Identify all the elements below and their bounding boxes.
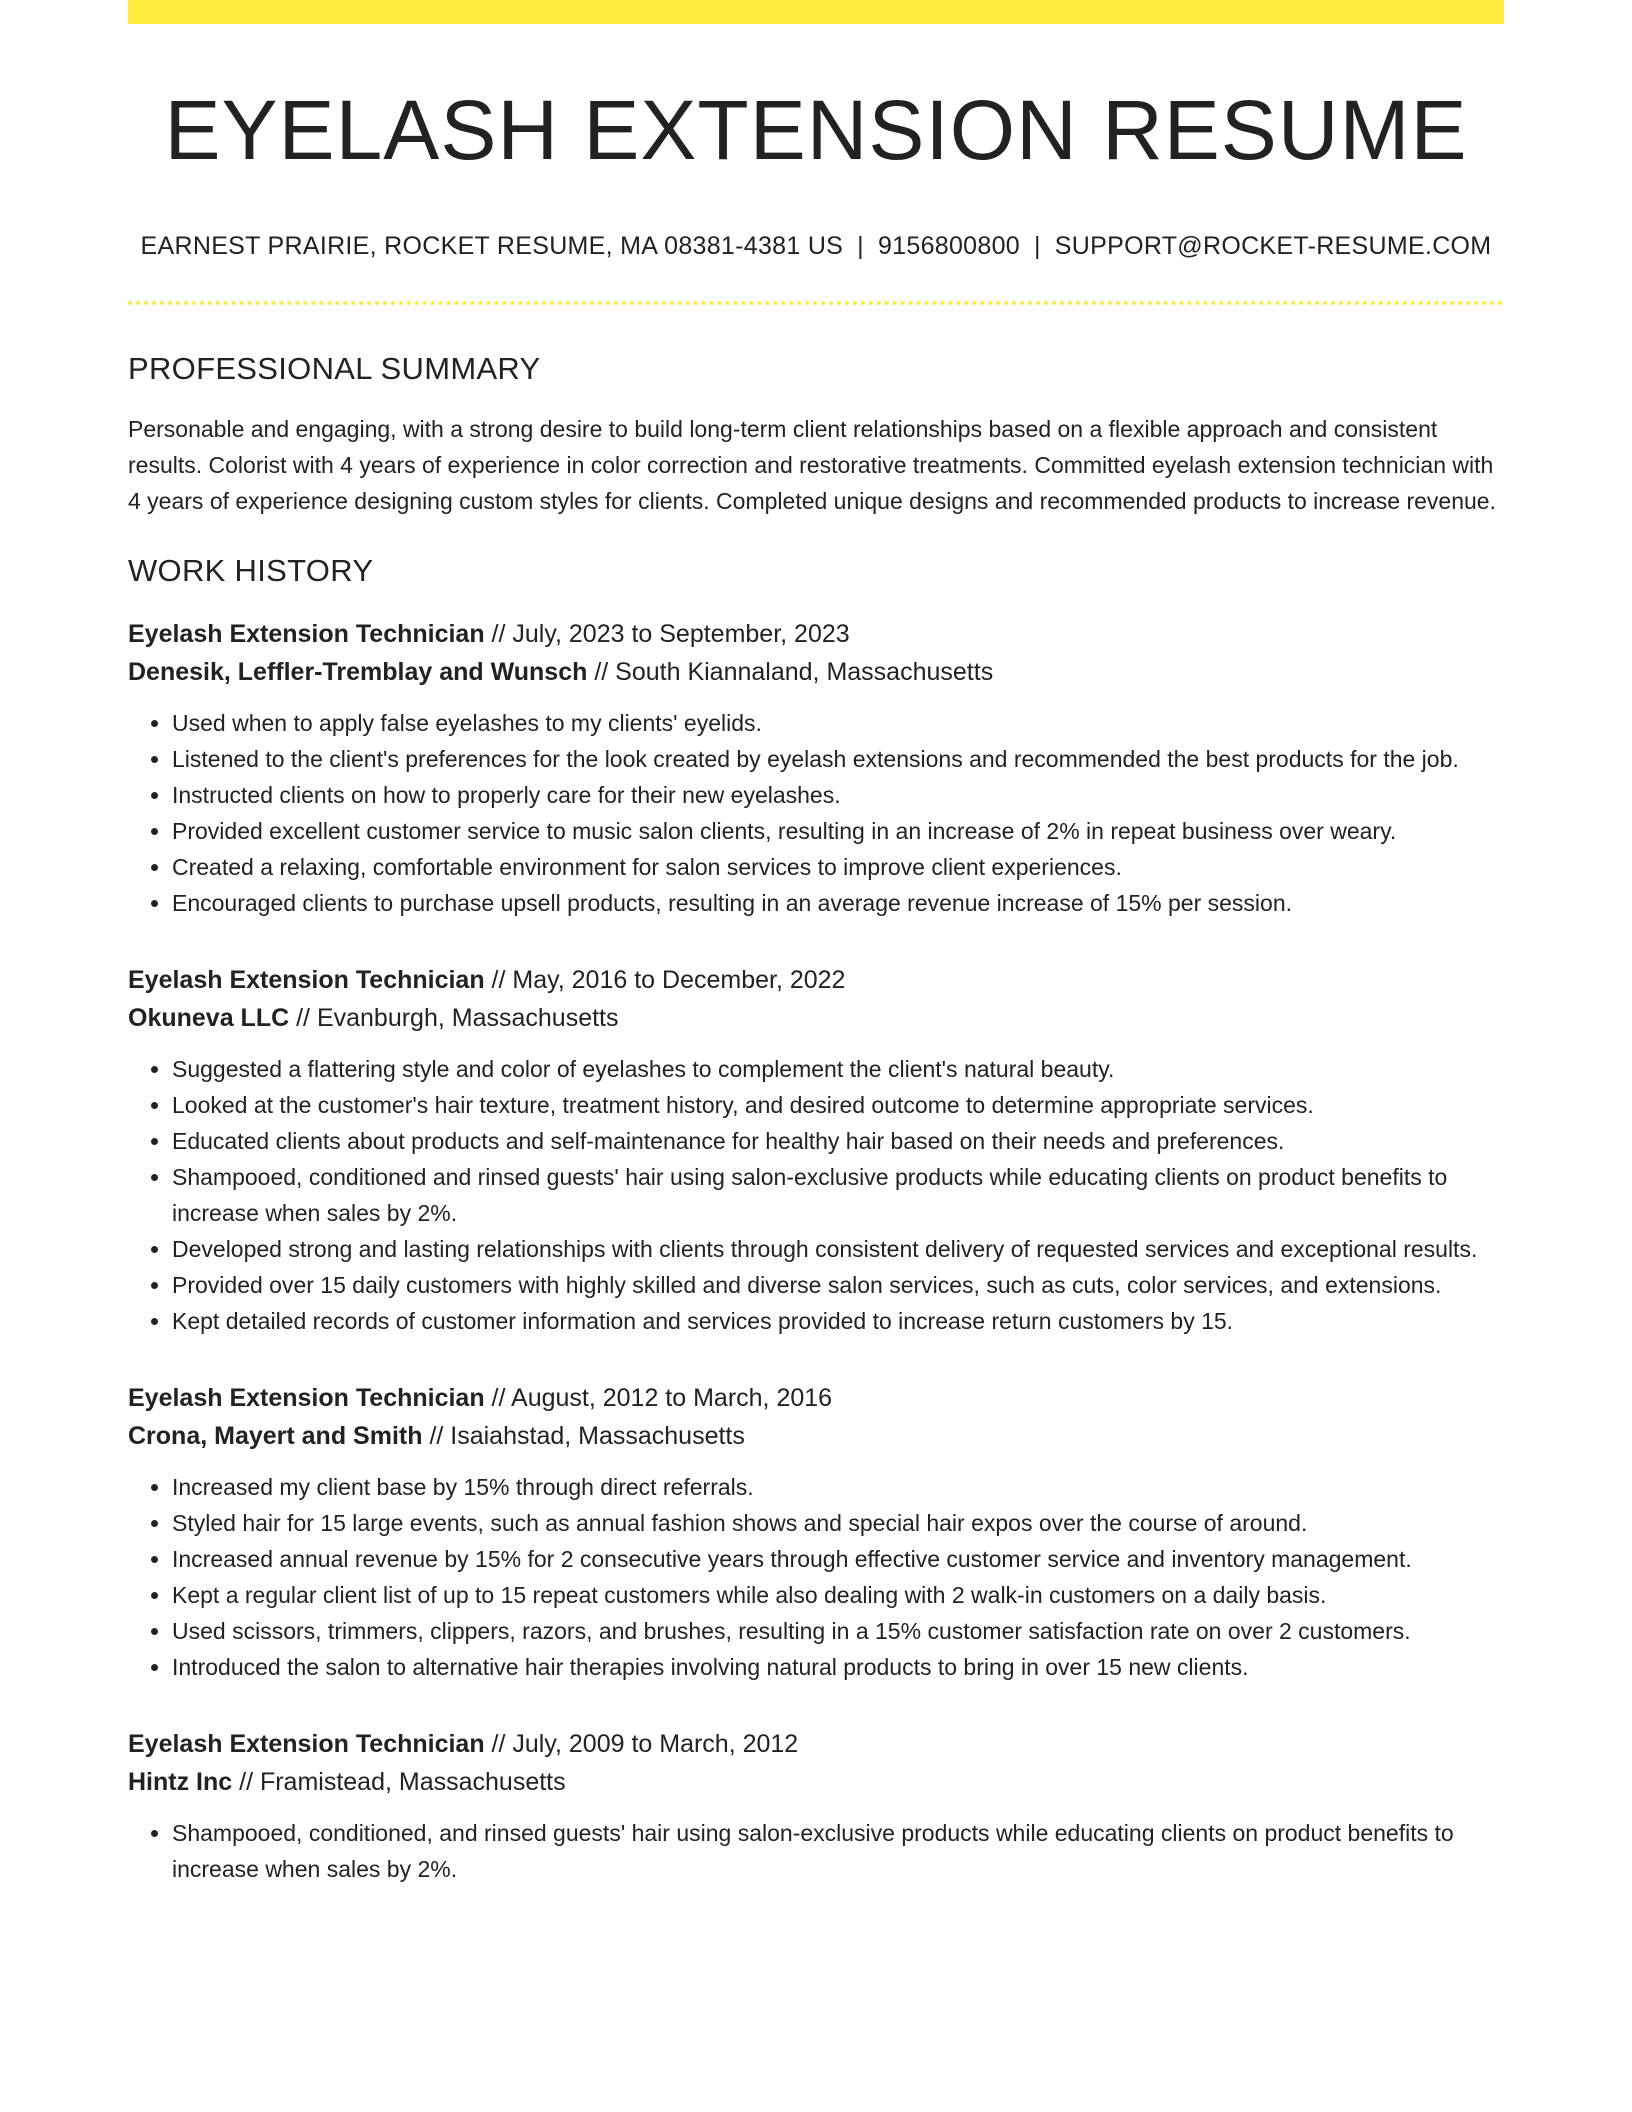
resume-page <box>128 0 1504 1887</box>
dotted-divider <box>128 301 1504 305</box>
job-bullet: • Listened to the client's preferences for the look created by eyelash extensions and recommended the best products for the job. <box>172 741 1504 777</box>
job-bullet: • Shampooed, conditioned, and rinsed guests' hair using salon-exclusive products while educating clients on product benefits to increase when sales by 2%. <box>172 1815 1504 1887</box>
job-role: Eyelash Extension Technician <box>128 620 485 649</box>
job-title-line <box>128 961 1504 999</box>
job-role: Eyelash Extension Technician <box>128 1730 485 1759</box>
job-entry <box>128 615 1504 921</box>
job-bullet: • Shampooed, conditioned and rinsed guests' hair using salon-exclusive products while educating clients on product benefits to increase when sales by 2%. <box>172 1159 1504 1231</box>
job-company-line <box>128 1763 1504 1801</box>
job-entry <box>128 961 1504 1339</box>
work-history-list <box>128 615 1504 1887</box>
document-title: EYELASH EXTENSION RESUME <box>164 83 1468 177</box>
job-bullet: • Styled hair for 15 large events, such as annual fashion shows and special hair expos over the course of around. <box>172 1505 1504 1541</box>
contact-separator: | <box>857 232 864 261</box>
job-dates: // July, 2023 to September, 2023 <box>484 620 850 649</box>
work-history-heading: WORK HISTORY <box>128 553 374 589</box>
job-company-line <box>128 1417 1504 1455</box>
job-title-line <box>128 1379 1504 1417</box>
job-bullet: • Used scissors, trimmers, clippers, razors, and brushes, resulting in a 15% customer satisfaction rate on over 2 customers. <box>172 1613 1504 1649</box>
job-role: Eyelash Extension Technician <box>128 966 485 995</box>
job-role: Eyelash Extension Technician <box>128 1384 485 1413</box>
job-title-line <box>128 1725 1504 1763</box>
contact-separator: | <box>1034 232 1041 261</box>
summary-heading: PROFESSIONAL SUMMARY <box>128 351 541 387</box>
job-bullet: • Provided excellent customer service to music salon clients, resulting in an increase of 2% in repeat business over weary. <box>172 813 1504 849</box>
contact-address: EARNEST PRAIRIE, ROCKET RESUME, MA 08381-4381 US <box>140 232 844 261</box>
job-dates: // July, 2009 to March, 2012 <box>484 1730 799 1759</box>
job-bullet-list <box>128 1469 1504 1685</box>
job-company-line <box>128 653 1504 691</box>
job-bullet: • Provided over 15 daily customers with highly skilled and diverse salon services, such as cuts, color services, and extensions. <box>172 1267 1504 1303</box>
job-location: // Isaiahstad, Massachusetts <box>422 1422 745 1451</box>
job-bullet: • Educated clients about products and self-maintenance for healthy hair based on their needs and preferences. <box>172 1123 1504 1159</box>
job-location: // Evanburgh, Massachusetts <box>289 1004 619 1033</box>
job-bullet: • Developed strong and lasting relationships with clients through consistent delivery of requested services and exceptional results. <box>172 1231 1504 1267</box>
contact-email: SUPPORT@ROCKET-RESUME.COM <box>1054 232 1492 261</box>
job-dates: // May, 2016 to December, 2022 <box>484 966 846 995</box>
contact-phone: 9156800800 <box>877 232 1020 261</box>
job-title-line <box>128 615 1504 653</box>
top-accent-bar <box>128 0 1504 24</box>
job-bullet: • Suggested a flattering style and color of eyelashes to complement the client's natural beauty. <box>172 1051 1504 1087</box>
job-entry <box>128 1725 1504 1887</box>
job-dates: // August, 2012 to March, 2016 <box>484 1384 833 1413</box>
job-location: // South Kiannaland, Massachusetts <box>587 658 994 687</box>
job-bullet: • Instructed clients on how to properly care for their new eyelashes. <box>172 777 1504 813</box>
job-bullet: • Kept detailed records of customer information and services provided to increase return customers by 15. <box>172 1303 1504 1339</box>
job-bullet-list <box>128 705 1504 921</box>
job-bullet: • Encouraged clients to purchase upsell products, resulting in an average revenue increase of 15% per session. <box>172 885 1504 921</box>
contact-line <box>128 232 1504 261</box>
job-location: // Framistead, Massachusetts <box>232 1768 566 1797</box>
job-bullet: • Increased annual revenue by 15% for 2 consecutive years through effective customer service and inventory management. <box>172 1541 1504 1577</box>
job-bullet-list <box>128 1051 1504 1339</box>
job-bullet: • Introduced the salon to alternative hair therapies involving natural products to bring in over 15 new clients. <box>172 1649 1504 1685</box>
job-company: Crona, Mayert and Smith <box>128 1422 423 1451</box>
job-company-line <box>128 999 1504 1037</box>
job-bullet: • Looked at the customer's hair texture, treatment history, and desired outcome to determine appropriate services. <box>172 1087 1504 1123</box>
job-company: Okuneva LLC <box>128 1004 290 1033</box>
job-bullet: • Used when to apply false eyelashes to my clients' eyelids. <box>172 705 1504 741</box>
job-bullet: • Kept a regular client list of up to 15 repeat customers while also dealing with 2 walk-in customers on a daily basis. <box>172 1577 1504 1613</box>
job-company: Denesik, Leffler-Tremblay and Wunsch <box>128 658 588 687</box>
summary-text: Personable and engaging, with a strong desire to build long-term client relationships based on a flexible approach and consistent results. Colorist with 4 years of experience in color correction and restorative treatments. Committed eyelash extension technician with 4 years of experience designing custom styles for clients. Completed unique designs and recommended products to increase revenue. <box>128 416 1496 515</box>
job-bullet-list <box>128 1815 1504 1887</box>
job-bullet: • Increased my client base by 15% through direct referrals. <box>172 1469 1504 1505</box>
job-bullet: • Created a relaxing, comfortable environment for salon services to improve client experiences. <box>172 849 1504 885</box>
job-entry <box>128 1379 1504 1685</box>
job-company: Hintz Inc <box>128 1768 233 1797</box>
